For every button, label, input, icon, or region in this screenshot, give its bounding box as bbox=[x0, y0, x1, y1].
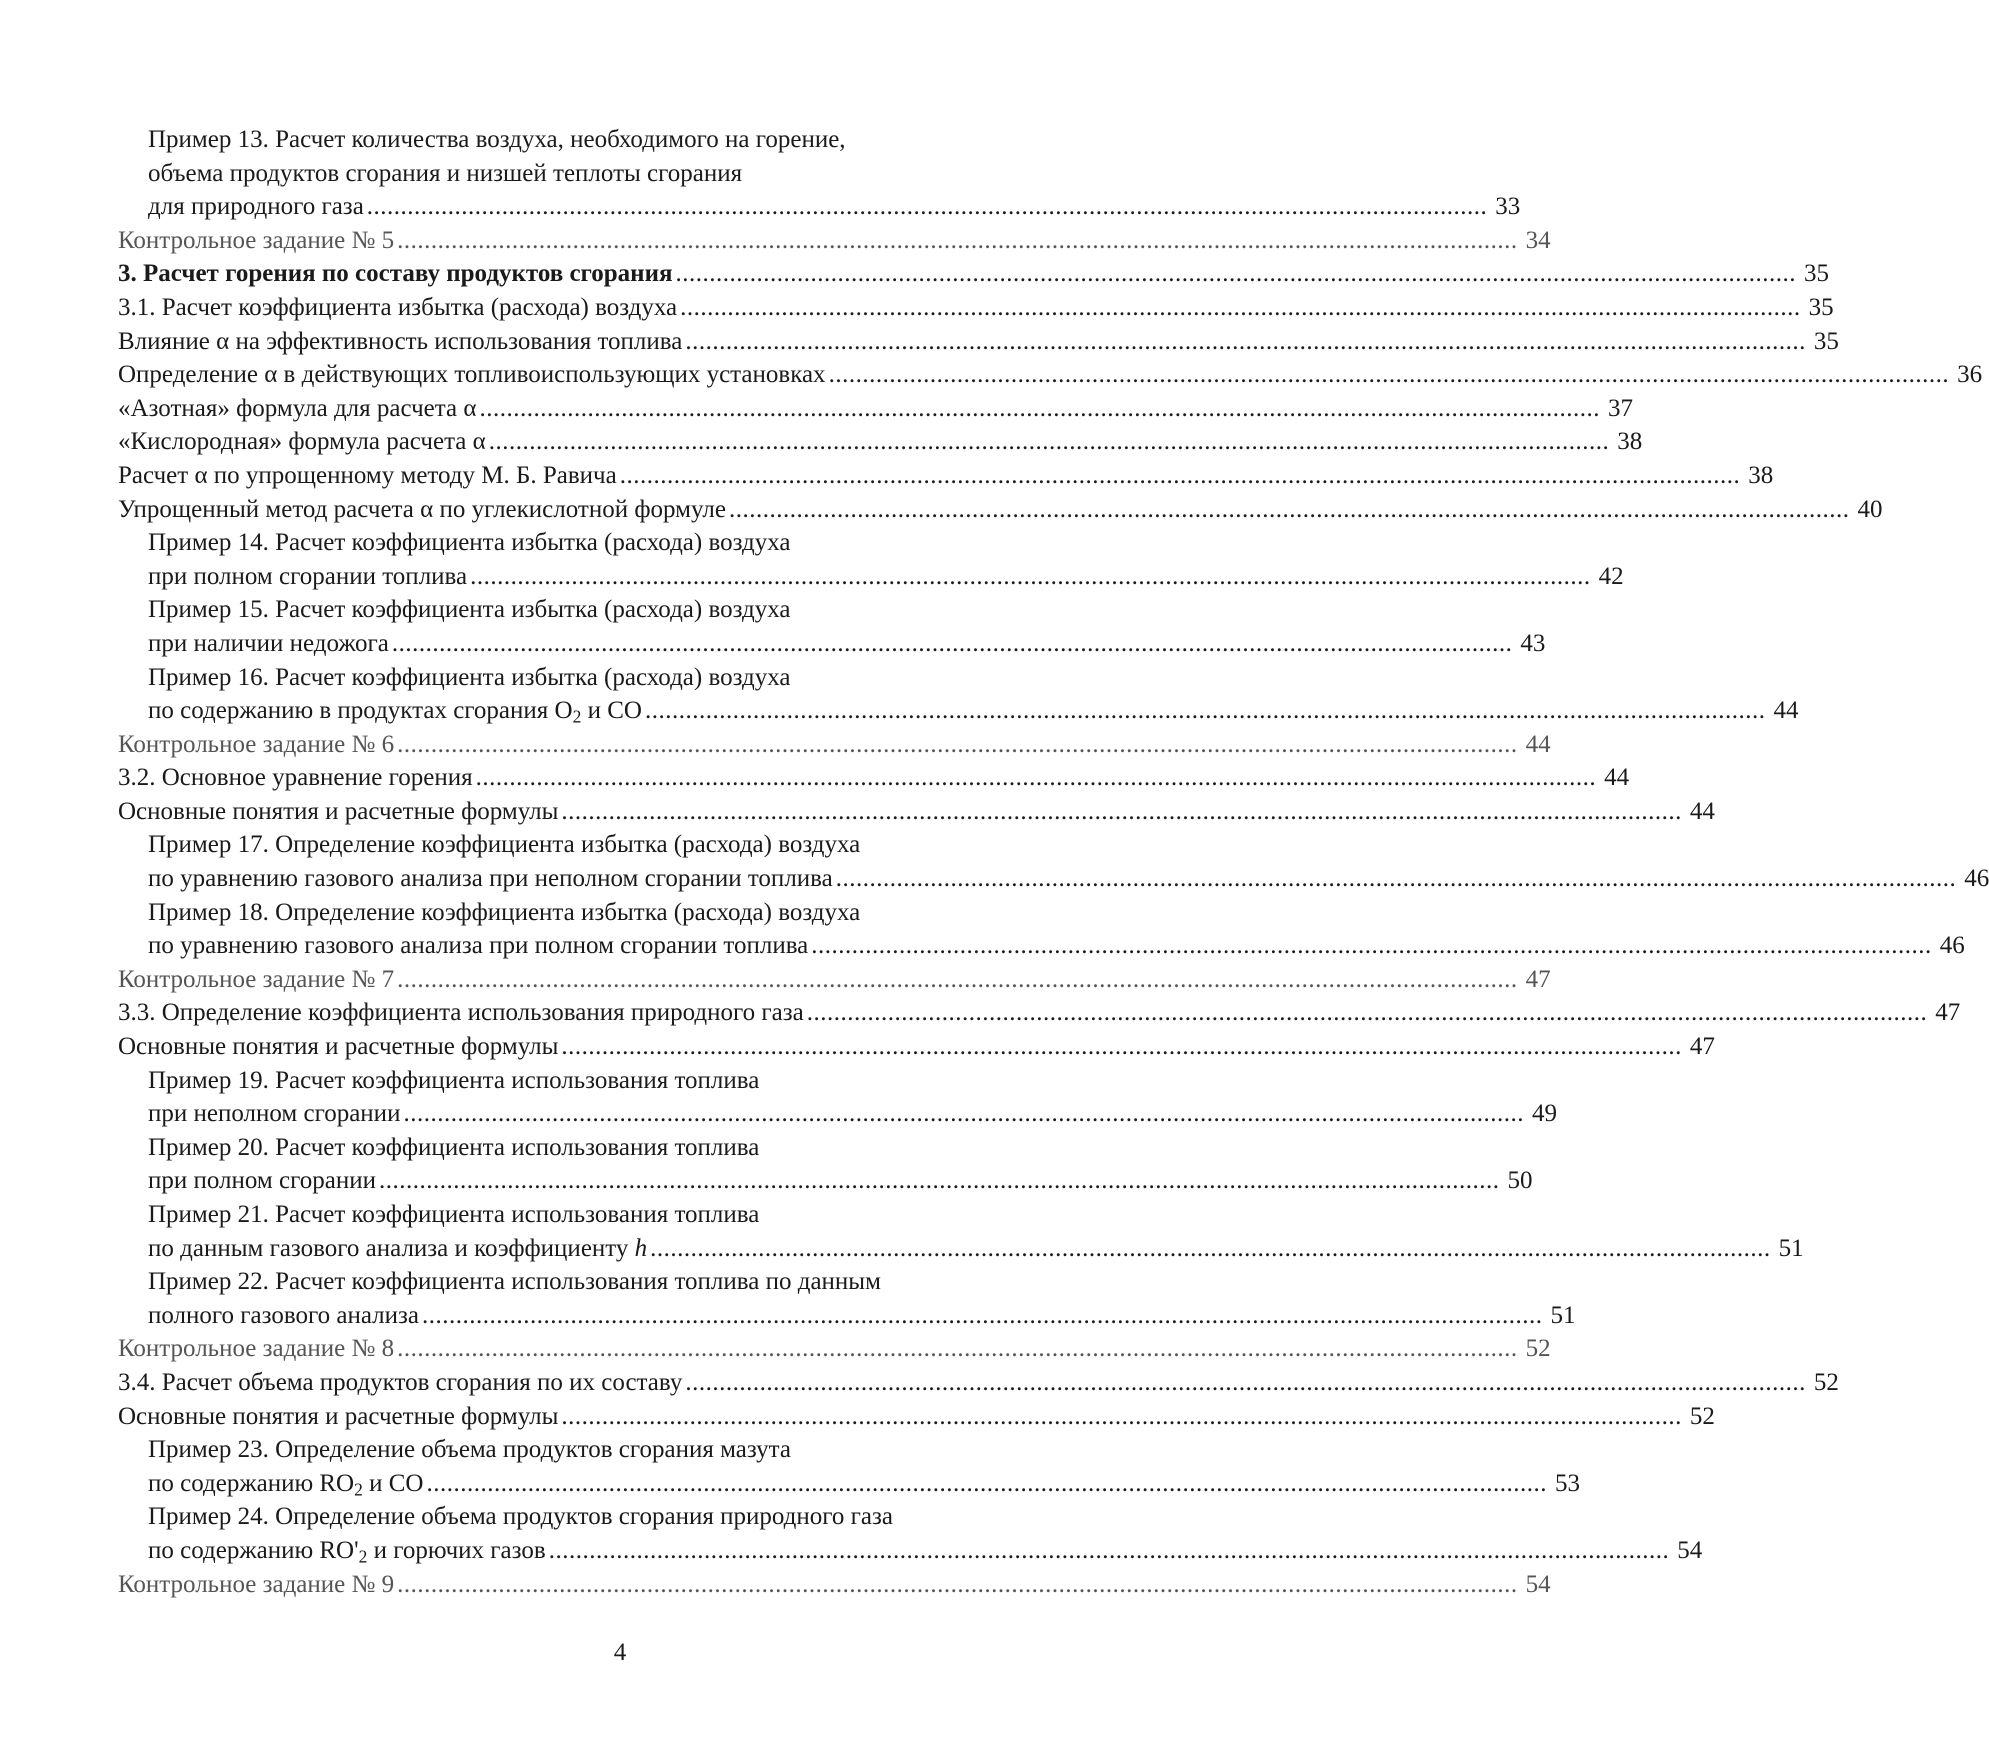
entry-line-last bbox=[148, 1299, 1576, 1333]
entry-page-number: 46 bbox=[1939, 932, 1965, 960]
toc-example bbox=[118, 1500, 1703, 1567]
dot-leader: ...................................................................................................................................................................... bbox=[685, 327, 1806, 355]
entry-line-last bbox=[148, 929, 1965, 963]
entry-line-last bbox=[118, 795, 1715, 829]
entry-line-last bbox=[118, 291, 1834, 325]
toc-topic bbox=[118, 425, 1643, 459]
entry-line-last bbox=[118, 425, 1643, 459]
entry-line bbox=[148, 526, 1128, 560]
table-of-contents bbox=[118, 123, 1989, 1601]
dot-leader: ...................................................................................................................................................................... bbox=[391, 629, 1513, 657]
entry-page-number: 51 bbox=[1778, 1234, 1804, 1262]
dot-leader: ...................................................................................................................................................................... bbox=[488, 428, 1610, 456]
toc-example bbox=[118, 661, 1799, 728]
toc-task bbox=[118, 728, 1551, 762]
dot-leader: ...................................................................................................................................................................... bbox=[397, 965, 1518, 993]
dot-leader: ...................................................................................................................................................................... bbox=[426, 1469, 1547, 1497]
dot-leader: ...................................................................................................................................................................... bbox=[680, 293, 1801, 321]
entry-line bbox=[148, 1198, 1128, 1232]
entry-line-last bbox=[118, 493, 1883, 527]
entry-title: при полном сгорании топлива bbox=[148, 562, 468, 590]
entry-page-number: 53 bbox=[1554, 1469, 1580, 1497]
entry-line bbox=[148, 157, 1128, 191]
entry-line-last bbox=[118, 325, 1839, 359]
entry-line-last bbox=[118, 257, 1830, 291]
toc-topic bbox=[118, 358, 1983, 392]
entry-title: Пример 14. Расчет коэффициента избытка (расхода) воздуха bbox=[148, 529, 791, 557]
toc-chapter bbox=[118, 257, 1830, 291]
toc-topic bbox=[118, 459, 1774, 493]
entry-title: полного газового анализа bbox=[148, 1301, 419, 1329]
entry-title: по данным газового анализа и коэффициенту h bbox=[148, 1234, 648, 1262]
entry-title: Пример 17. Определение коэффициента избытка (расхода) воздуха bbox=[148, 831, 861, 859]
toc-task bbox=[118, 224, 1551, 258]
dot-leader: ...................................................................................................................................................................... bbox=[397, 1570, 1518, 1598]
entry-line-last bbox=[118, 224, 1551, 258]
toc-topic bbox=[118, 1030, 1715, 1064]
entry-page-number: 47 bbox=[1935, 999, 1961, 1027]
dot-leader: ...................................................................................................................................................................... bbox=[548, 1536, 1670, 1564]
entry-page-number: 37 bbox=[1607, 394, 1633, 422]
entry-title: 3. Расчет горения по составу продуктов сгорания bbox=[118, 260, 673, 288]
entry-line-last bbox=[118, 963, 1551, 997]
entry-line-last bbox=[118, 1568, 1551, 1602]
entry-page-number: 38 bbox=[1748, 461, 1774, 489]
entry-line bbox=[148, 1064, 1128, 1098]
entry-title: Пример 20. Расчет коэффициента использования топлива bbox=[148, 1133, 760, 1161]
toc-topic bbox=[118, 795, 1715, 829]
dot-leader: ...................................................................................................................................................................... bbox=[479, 394, 1600, 422]
dot-leader: ...................................................................................................................................................................... bbox=[685, 1368, 1806, 1396]
entry-title: Определение α в действующих топливоиспользующих установках bbox=[118, 361, 826, 389]
entry-title: Пример 19. Расчет коэффициента использования топлива bbox=[148, 1066, 760, 1094]
toc-example bbox=[118, 828, 1989, 895]
toc-section bbox=[118, 291, 1834, 325]
entry-title: Основные понятия и расчетные формулы bbox=[118, 1033, 559, 1061]
entry-line-last bbox=[148, 1232, 1804, 1266]
entry-line bbox=[148, 1131, 1128, 1165]
entry-title: Пример 13. Расчет количества воздуха, необходимого на горение, bbox=[148, 126, 846, 153]
entry-line bbox=[148, 661, 1128, 695]
entry-title: Пример 23. Определение объема продуктов сгорания мазута bbox=[148, 1436, 792, 1464]
entry-title: по содержанию $RO_2$ и CO bbox=[148, 1469, 424, 1500]
dot-leader: ...................................................................................................................................................................... bbox=[650, 1234, 1771, 1262]
entry-line-last bbox=[148, 1534, 1703, 1568]
entry-line-last bbox=[118, 728, 1551, 762]
entry-line-last bbox=[148, 560, 1624, 594]
entry-line-last bbox=[118, 1400, 1715, 1434]
dot-leader: ...................................................................................................................................................................... bbox=[470, 562, 1591, 590]
dot-leader: ...................................................................................................................................................................... bbox=[422, 1301, 1543, 1329]
entry-page-number: 38 bbox=[1617, 428, 1643, 456]
entry-page-number: 35 bbox=[1808, 293, 1834, 321]
toc-topic bbox=[118, 392, 1633, 426]
entry-title: Контрольное задание № 5 bbox=[118, 226, 395, 254]
dot-leader: ...................................................................................................................................................................... bbox=[619, 461, 1741, 489]
entry-title: по уравнению газового анализа при неполном сгорании топлива bbox=[148, 865, 833, 893]
dot-leader: ...................................................................................................................................................................... bbox=[644, 697, 1766, 725]
entry-page-number: 49 bbox=[1531, 1100, 1557, 1128]
entry-title: 3.4. Расчет объема продуктов сгорания по их составу bbox=[118, 1368, 683, 1396]
toc-example bbox=[118, 593, 1546, 660]
entry-title: при неполном сгорании bbox=[148, 1100, 401, 1128]
entry-title: Пример 18. Определение коэффициента избытка (расхода) воздуха bbox=[148, 898, 861, 926]
entry-page-number: 52 bbox=[1813, 1368, 1839, 1396]
entry-page-number: 52 bbox=[1525, 1335, 1551, 1363]
entry-page-number: 54 bbox=[1677, 1536, 1703, 1564]
entry-line-last bbox=[148, 1467, 1580, 1501]
entry-title: Контрольное задание № 8 bbox=[118, 1335, 395, 1363]
toc-example bbox=[118, 1433, 1580, 1500]
entry-title: по содержанию $RO'_2$ и горючих газов bbox=[148, 1536, 546, 1567]
toc-topic bbox=[118, 493, 1883, 527]
entry-line bbox=[148, 828, 1128, 862]
entry-line-last bbox=[148, 694, 1799, 728]
toc-section bbox=[118, 761, 1630, 795]
dot-leader: ...................................................................................................................................................................... bbox=[561, 1402, 1682, 1430]
entry-title: Пример 15. Расчет коэффициента избытка (расхода) воздуха bbox=[148, 596, 791, 624]
toc-example bbox=[118, 1265, 1576, 1332]
toc-example bbox=[118, 896, 1965, 963]
entry-title: «Кислородная» формула расчета α bbox=[118, 428, 486, 456]
entry-line bbox=[148, 896, 1128, 930]
entry-line bbox=[148, 1265, 1128, 1299]
dot-leader: ...................................................................................................................................................................... bbox=[835, 865, 1957, 893]
entry-line-last bbox=[118, 1366, 1839, 1400]
entry-page-number: 44 bbox=[1604, 764, 1630, 792]
entry-page-number: 44 bbox=[1689, 797, 1715, 825]
entry-page-number: 51 bbox=[1550, 1301, 1576, 1329]
entry-line-last bbox=[148, 1097, 1557, 1131]
dot-leader: ...................................................................................................................................................................... bbox=[366, 193, 1488, 221]
entry-title: Пример 22. Расчет коэффициента использования топлива по данным bbox=[148, 1268, 881, 1296]
dot-leader: ...................................................................................................................................................................... bbox=[397, 730, 1518, 758]
entry-line bbox=[148, 1433, 1128, 1467]
entry-title: объема продуктов сгорания и низшей теплоты сгорания bbox=[148, 159, 743, 187]
entry-line-last bbox=[148, 627, 1546, 661]
entry-title: 3.2. Основное уравнение горения bbox=[118, 764, 473, 792]
entry-line-last bbox=[118, 358, 1983, 392]
entry-title: Расчет α по упрощенному методу М. Б. Равича bbox=[118, 461, 617, 489]
entry-page-number: 44 bbox=[1773, 697, 1799, 725]
entry-page-number: 36 bbox=[1957, 361, 1983, 389]
toc-example bbox=[118, 123, 1521, 224]
entry-line bbox=[148, 123, 1128, 157]
dot-leader: ...................................................................................................................................................................... bbox=[378, 1167, 1500, 1195]
entry-page-number: 44 bbox=[1525, 730, 1551, 758]
entry-line-last bbox=[148, 862, 1989, 896]
toc-topic bbox=[118, 325, 1839, 359]
entry-line bbox=[148, 1500, 1128, 1534]
entry-line-last bbox=[118, 1332, 1551, 1366]
dot-leader: ...................................................................................................................................................................... bbox=[561, 1033, 1682, 1061]
dot-leader: ...................................................................................................................................................................... bbox=[675, 260, 1797, 288]
entry-title: Контрольное задание № 6 bbox=[118, 730, 395, 758]
entry-page-number: 47 bbox=[1525, 965, 1551, 993]
entry-title: 3.3. Определение коэффициента использования природного газа bbox=[118, 999, 804, 1027]
entry-page-number: 33 bbox=[1495, 193, 1521, 221]
entry-title: при полном сгорании bbox=[148, 1167, 376, 1195]
entry-page-number: 35 bbox=[1813, 327, 1839, 355]
entry-title: 3.1. Расчет коэффициента избытка (расхода) воздуха bbox=[118, 293, 678, 321]
toc-example bbox=[118, 1131, 1533, 1198]
toc-topic bbox=[118, 1400, 1715, 1434]
entry-title: Влияние α на эффективность использования топлива bbox=[118, 327, 683, 355]
entry-page-number: 35 bbox=[1804, 260, 1830, 288]
entry-title: при наличии недожога bbox=[148, 629, 389, 657]
dot-leader: ...................................................................................................................................................................... bbox=[828, 361, 1950, 389]
entry-line bbox=[148, 593, 1128, 627]
dot-leader: ...................................................................................................................................................................... bbox=[728, 495, 1850, 523]
entry-title: «Азотная» формула для расчета α bbox=[118, 394, 477, 422]
dot-leader: ...................................................................................................................................................................... bbox=[806, 999, 1928, 1027]
entry-title: по уравнению газового анализа при полном сгорании топлива bbox=[148, 932, 809, 960]
entry-title: Основные понятия и расчетные формулы bbox=[118, 1402, 559, 1430]
entry-line-last bbox=[148, 190, 1521, 224]
toc-example bbox=[118, 1064, 1557, 1131]
toc-example bbox=[118, 526, 1624, 593]
toc-example bbox=[118, 1198, 1804, 1265]
entry-page-number: 43 bbox=[1520, 629, 1546, 657]
entry-page-number: 54 bbox=[1525, 1570, 1551, 1598]
toc-task bbox=[118, 1332, 1551, 1366]
page-number: 4 bbox=[613, 1639, 627, 1666]
entry-line-last bbox=[148, 1164, 1533, 1198]
entry-title: Пример 21. Расчет коэффициента использования топлива bbox=[148, 1201, 760, 1229]
entry-title: для природного газа bbox=[148, 193, 364, 221]
dot-leader: ...................................................................................................................................................................... bbox=[811, 932, 1932, 960]
entry-line-last bbox=[118, 761, 1630, 795]
entry-page-number: 40 bbox=[1857, 495, 1883, 523]
entry-title: Контрольное задание № 7 bbox=[118, 965, 395, 993]
entry-page-number: 42 bbox=[1598, 562, 1624, 590]
dot-leader: ...................................................................................................................................................................... bbox=[561, 797, 1682, 825]
entry-page-number: 47 bbox=[1689, 1033, 1715, 1061]
entry-title: Пример 24. Определение объема продуктов сгорания природного газа bbox=[148, 1503, 893, 1531]
dot-leader: ...................................................................................................................................................................... bbox=[397, 1335, 1518, 1363]
entry-page-number: 34 bbox=[1525, 226, 1551, 254]
entry-line-last bbox=[118, 1030, 1715, 1064]
toc-task bbox=[118, 1568, 1551, 1602]
toc-task bbox=[118, 963, 1551, 997]
toc-section bbox=[118, 996, 1961, 1030]
entry-page-number: 50 bbox=[1507, 1167, 1533, 1195]
entry-title: Упрощенный метод расчета α по углекислотной формуле bbox=[118, 495, 726, 523]
entry-title: Контрольное задание № 9 bbox=[118, 1570, 395, 1598]
entry-title: по содержанию в продуктах сгорания $O_2$ и CO bbox=[148, 697, 642, 727]
dot-leader: ...................................................................................................................................................................... bbox=[403, 1100, 1524, 1128]
entry-page-number: 46 bbox=[1964, 865, 1989, 893]
entry-page-number: 52 bbox=[1689, 1402, 1715, 1430]
toc-section bbox=[118, 1366, 1839, 1400]
entry-line-last bbox=[118, 459, 1774, 493]
entry-title: Пример 16. Расчет коэффициента избытка (расхода) воздуха bbox=[148, 663, 791, 691]
entry-title: Основные понятия и расчетные формулы bbox=[118, 797, 559, 825]
dot-leader: ...................................................................................................................................................................... bbox=[397, 226, 1518, 254]
entry-line-last bbox=[118, 996, 1961, 1030]
entry-line-last bbox=[118, 392, 1633, 426]
dot-leader: ...................................................................................................................................................................... bbox=[475, 764, 1597, 792]
